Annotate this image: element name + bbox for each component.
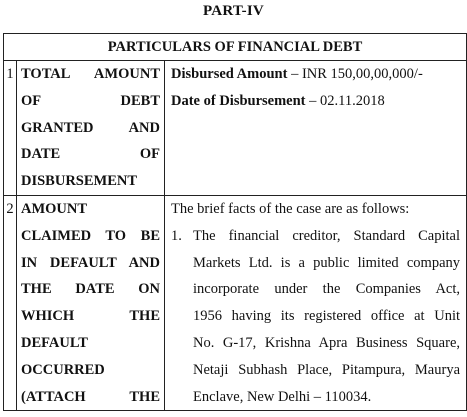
list-line: Netaji Subhash Place, Pitampura, Maurya: [193, 361, 461, 378]
label-line: THE DATE ON: [21, 281, 160, 298]
list-line: Enclave, New Delhi – 110034.: [193, 388, 372, 405]
row-label: [17, 195, 165, 410]
label-line: IN DEFAULT AND: [21, 254, 160, 271]
row-detail: [165, 61, 467, 196]
table-title: PARTICULARS OF FINANCIAL DEBT: [4, 34, 467, 61]
label-line: GRANTED AND: [21, 119, 160, 136]
label-line: TOTAL AMOUNT: [21, 66, 160, 82]
label-line: DEFAULT: [21, 334, 88, 351]
financial-debt-table: [3, 33, 467, 411]
list-line: 1956 having its registered office at Unit: [193, 308, 461, 325]
list-line: Markets Ltd. is a public limited company: [193, 254, 461, 271]
row-label: [17, 61, 165, 196]
list-item-text: [193, 223, 460, 411]
list-line: The financial creditor, Standard Capital: [193, 227, 461, 244]
row-number: 1: [4, 61, 17, 196]
disbursement-date-value: – 02.11.2018: [305, 92, 385, 109]
table-title-row: [4, 34, 467, 61]
list-marker: 1.: [171, 227, 182, 244]
row-number: 2: [4, 195, 17, 410]
label-line: CLAIMED TO BE: [21, 227, 160, 244]
disbursed-amount-line: [171, 61, 460, 88]
disbursement-date-line: [171, 88, 460, 115]
label-line: OF DEBT: [21, 92, 160, 109]
disbursed-amount-value: – INR 150,00,00,000/-: [287, 66, 423, 82]
list-item: [171, 223, 460, 411]
label-line: DATE OF: [21, 146, 160, 163]
row-detail: [165, 195, 467, 410]
disbursement-date-label: Date of Disbursement: [171, 92, 306, 109]
table-row: [4, 195, 467, 410]
disbursed-amount-label: Disbursed Amount: [171, 66, 288, 82]
label-line: AMOUNT: [21, 200, 88, 217]
label-line: (ATTACH THE: [21, 388, 160, 405]
table-row: [4, 61, 467, 196]
list-line: incorporate under the Companies Act,: [193, 281, 461, 298]
label-line: OCCURRED: [21, 361, 105, 378]
label-line: DISBURSEMENT: [21, 173, 138, 190]
list-line: No. G-17, Krishna Apra Business Square,: [193, 334, 461, 351]
part-heading: PART-IV: [203, 3, 264, 19]
label-line: WHICH THE: [21, 308, 160, 325]
facts-intro: The brief facts of the case are as follows:: [171, 200, 410, 217]
